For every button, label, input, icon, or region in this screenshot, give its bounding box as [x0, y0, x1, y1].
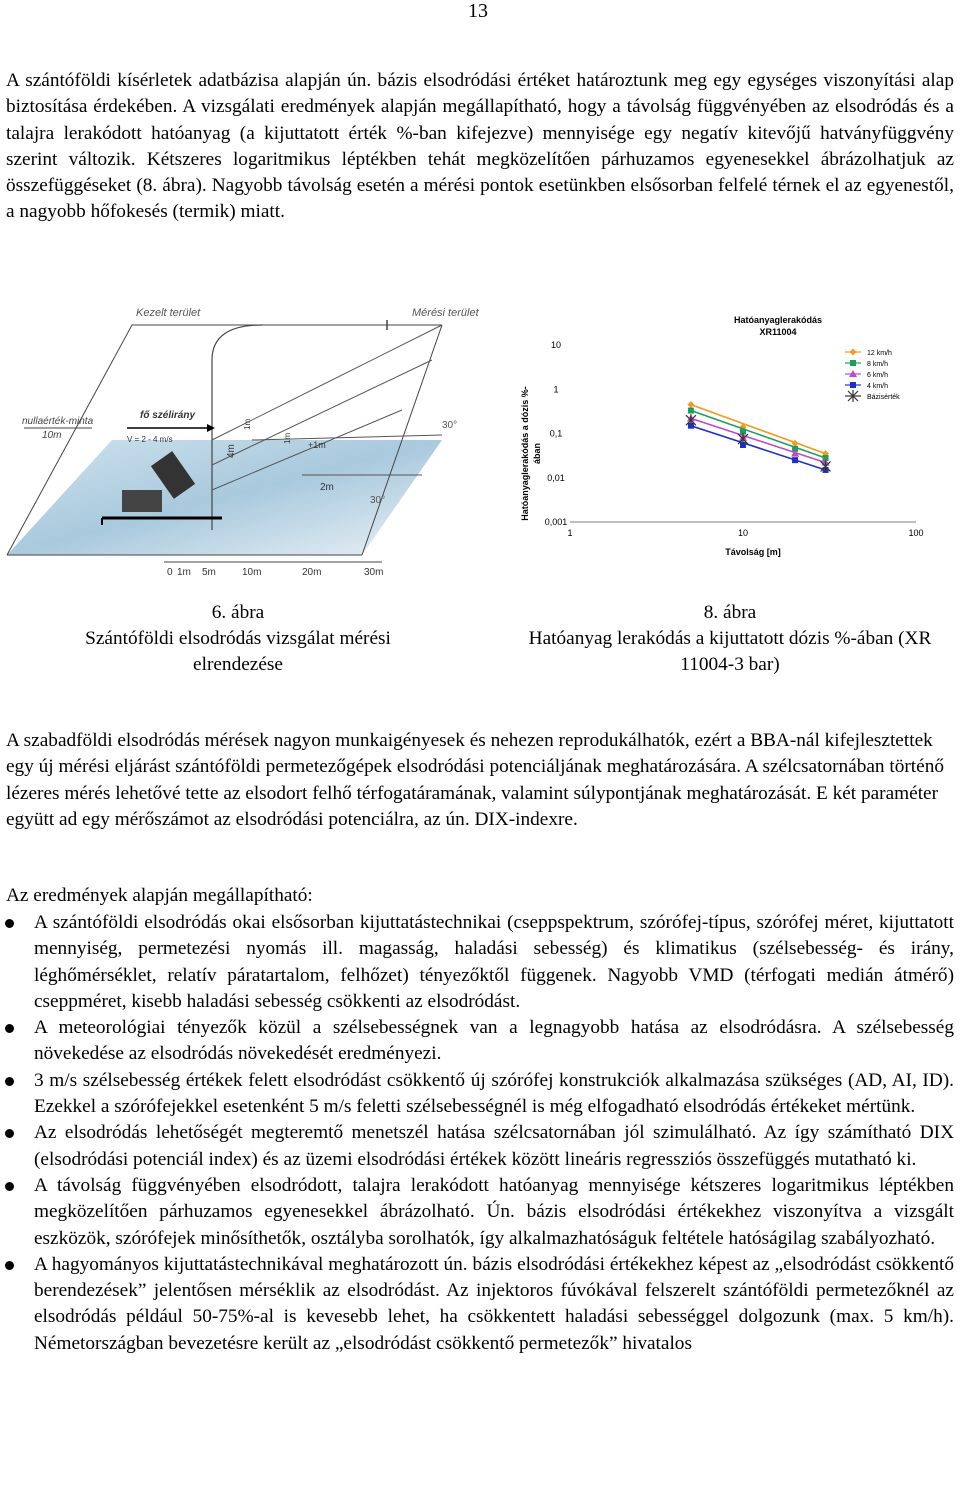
sprayer-tank-icon — [122, 490, 162, 512]
label-zero-dist: 10m — [42, 430, 62, 441]
list-item-text: Az elsodródás lehetőségét megteremtő menetszél hatása szélcsatornában jól szimulálható. Az így számítható DIX (elsodródási potenciál index) és az üzemi elsodródási értékek között lineáris regressziós összefüggés mutatható ki. — [34, 1122, 954, 1170]
measure-line-4 — [252, 435, 442, 440]
data-point — [688, 408, 694, 414]
list-item — [0, 910, 954, 1015]
scale-tick-label: 0 — [167, 567, 173, 578]
label-plus1m: +1m — [308, 440, 326, 450]
bullet-icon — [5, 1182, 14, 1191]
scale-tick-label: 20m — [302, 567, 322, 578]
list-item-text: A meteorológiai tényezők közül a szélsebességnek van a legnagyobb hatása az elsodródásra. A szélsebesség növekedése az elsodródás növekedését eredményezi. — [34, 1017, 954, 1065]
bullet-icon — [5, 1077, 14, 1086]
scale-tick-label: 1m — [177, 567, 191, 578]
figure-8-chart — [508, 300, 956, 565]
scale-tick-label: 30m — [364, 567, 384, 578]
data-point — [687, 401, 694, 408]
list-item — [0, 1015, 954, 1068]
label-angle-1: 30° — [442, 420, 458, 431]
data-point — [850, 349, 857, 356]
list-item-text: 3 m/s szélsebesség értékek felett elsodródást csökkentő új szórófej konstrukciók alkalmazása szükséges (AD, AI, ID). Ezekkel a szórófejekkel esetenként 5 m/s feletti szélsebességnél is még elfogadható elsodródás értékeket mértünk. — [34, 1069, 954, 1118]
label-angle-2: 30° — [370, 495, 386, 506]
intro-paragraph: A szántóföldi kísérletek adatbázisa alapján ún. bázis elsodródási értéket határoztunk meg egy egységes viszonyítási alap biztosítása érdekében. A vizsgálati eredmények alapján megállapítható, hogy a távolság függvényében az elsodródás és a talajra lerakódott hatóanyag (a kijuttatott érték %-ban kifejezve) mennyisége egy negatív kitevőjű hatványfüggvény szerint változik. Kétszeres logaritmikus léptékben tehát megközelítően párhuzamos egyenesekkel ábrázolhatjuk az összefüggéseket (8. ábra). Nagyobb távolság esetén a mérési pontok esetünkben elsősorban felfelé térnek el az egyenestől, a nagyobb hőfokesés (termik) miatt. — [6, 70, 954, 223]
label-measure-area: Mérési terület — [412, 307, 479, 319]
figure-6-diagram — [2, 300, 479, 585]
x-tick-label: 10 — [737, 528, 749, 538]
label-treated-area: Kezelt terület — [136, 307, 201, 319]
y-tick-label: 0,01 — [547, 472, 565, 483]
x-axis-label: Távolság [m] — [725, 547, 781, 557]
bullet-icon — [5, 1024, 14, 1033]
scale-tick-label: 10m — [242, 567, 262, 578]
list-item — [0, 1173, 954, 1252]
list-item-text: A távolság függvényében elsodródott, talajra lerakódott hatóanyag mennyisége kétszeres logaritmikus léptékben megközelítően párhuzamos egyenesekkel ábrázolható. Ún. bázis elsodródási értékekhez viszonyítva a vizsgált eszközök, szórófejek minősíthetők, osztályba sorolhatók, így alkalmazhatóságuk feltétele hatóságilag szabályozható. — [34, 1174, 954, 1249]
legend-label: Bázisérték — [867, 394, 900, 401]
figure-8-caption — [500, 600, 960, 678]
label-1m-b: 1m — [283, 432, 292, 444]
y-axis-label-2: ában — [532, 442, 542, 465]
figure-8-caption-text: Hatóanyag lerakódás a kijuttatott dózis %-ában (XR 11004-3 bar) — [528, 628, 932, 675]
bullet-icon — [5, 1261, 14, 1270]
series-line — [691, 405, 826, 454]
page-number: 13 — [468, 0, 488, 22]
label-speed: V = 2 - 4 m/s — [127, 435, 173, 444]
figure-6-caption-number: 6. ábra — [211, 602, 265, 623]
label-main-wind: fő szélirány — [140, 410, 196, 421]
x-tick-label: 100 — [908, 528, 924, 538]
label-2m: 2m — [320, 482, 334, 493]
label-zero-sample: nullaérték-minta — [22, 416, 94, 427]
series-line — [691, 411, 826, 458]
list-item — [0, 1120, 954, 1173]
bullet-icon — [5, 919, 14, 928]
label-1m: 1m — [243, 418, 252, 430]
chart-title-2: XR11004 — [759, 327, 797, 337]
y-tick-label: 1 — [553, 384, 559, 395]
bullet-icon — [5, 1129, 14, 1138]
legend-label: 6 km/h — [867, 372, 889, 379]
data-point — [850, 382, 856, 388]
x-tick-label: 1 — [567, 528, 573, 538]
figure-8-caption-number: 8. ábra — [703, 602, 757, 623]
scale-labels — [167, 567, 383, 578]
series-line — [691, 426, 826, 470]
list-item — [0, 1068, 954, 1121]
figure-8-svg — [508, 300, 956, 565]
data-point — [792, 457, 798, 463]
legend-label: 8 km/h — [867, 361, 889, 368]
figure-6-svg — [2, 300, 479, 585]
legend-label: 12 km/h — [867, 350, 892, 357]
results-heading: Az eredmények alapján megállapítható: — [6, 885, 313, 906]
paragraph-bba-method: A szabadföldi elsodródás mérések nagyon munkaigényesek és nehezen reprodukálhatók, ezért a BBA-nál kifejlesztettek egy új mérési eljárást szántóföldi permetezőgépek elsodródási potenciáljának meghatározására. A szélcsatornában történő lézeres mérés lehetővé tette az elsodort felhő térfogatáramának, valamint súlypontjának meghatározását. E két paraméter együtt ad egy mérőszámot az elsodródási potenciálra, az ún. DIX-indexre. — [6, 730, 944, 830]
data-point — [850, 360, 856, 366]
list-item-text: A szántóföldi elsodródás okai elsősorban kijuttatástechnikai (cseppspektrum, szórófej-típus, szórófej méret, kijuttatott mennyiség, permetezési nyomás ill. magasság, haladási sebesség) és klimatikus (szélsebesség- és irány, léghőmérséklet, relatív páratartalom, felhőzet) tényezőktől függenek. Nagyobb VMD (térfogati medián átmérő) cseppméret, kisebb haladási sebesség csökkenti az elsodródást. — [34, 912, 954, 1012]
figure-6-caption — [8, 600, 468, 678]
figure-6-caption-text: Szántóföldi elsodródás vizsgálat mérési elrendezése — [85, 628, 391, 675]
y-axis-label: Hatóanyaglerakódás a dózis %- — [520, 386, 530, 521]
list-item — [0, 1252, 954, 1357]
results-list — [0, 910, 954, 1357]
y-tick-label: 10 — [550, 340, 562, 350]
list-item-text: A hagyományos kijuttatástechnikával meghatározott ún. bázis elsodródási értékekhez képest az „elsodródást csökkentő berendezések” jelentősen mérséklik az elsodródást. Az injektoros fúvókával felszerelt szántóföldi permetezőknél az elsodródás például 50-75%-al is kevesebb lehet, ha csökkentett haladási sebességgel dolgozunk (max. 5 km/h). Németországban bevezetésre került az „elsodródást csökkentő permetezők” hivatalos — [34, 1253, 954, 1354]
legend-label: 4 km/h — [867, 383, 889, 390]
y-tick-label: 0,1 — [549, 428, 563, 439]
wind-arrowhead-icon — [207, 424, 215, 432]
label-4m: 4m — [226, 444, 237, 458]
scale-tick-label: 5m — [202, 567, 216, 578]
chart-title: Hatóanyaglerakódás — [733, 315, 823, 325]
y-tick-label: 0,001 — [544, 517, 568, 527]
series-line — [691, 418, 826, 462]
